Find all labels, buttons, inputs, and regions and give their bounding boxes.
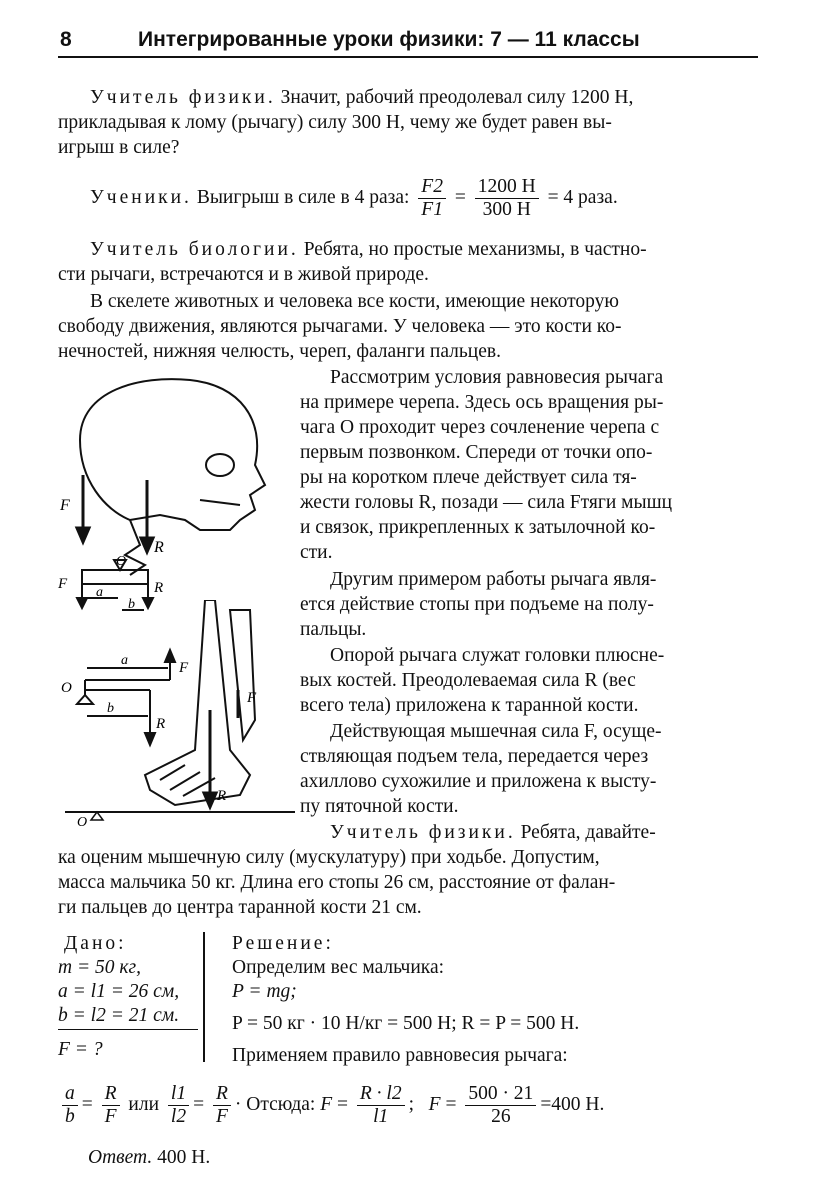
p9-line-1 xyxy=(330,821,656,846)
p9-line-3: масса мальчика 50 кг. Длина его стопы 26 см, расстояние от фалан- xyxy=(58,872,616,893)
frac-l1-l2: $\frac{l1}{l2}$ xyxy=(168,1083,189,1128)
solution-line-2: P = mg; xyxy=(232,981,297,1002)
p3-line-1 xyxy=(90,238,647,263)
p5-line-4: первым позвонком. Спереди от точки опо- xyxy=(300,442,653,463)
frac-numeric: $\frac{500 \cdot 21}{26}$ xyxy=(465,1083,536,1128)
p8-line-1: Действующая мышечная сила F, осуще- xyxy=(330,721,662,742)
given-find: F = ? xyxy=(58,1039,103,1060)
p2-speaker: Ученики. xyxy=(90,187,192,208)
solution-line-3: P = 50 кг · 10 Н/кг = 500 Н; R = P = 500 Н. xyxy=(232,1013,580,1034)
hence-word: Отсюда: xyxy=(246,1094,316,1115)
foot-label-a: a xyxy=(121,653,128,668)
p6-line-1: Другим примером работы рычага явля- xyxy=(330,569,657,590)
page-header xyxy=(58,22,758,58)
answer-value: 400 Н. xyxy=(157,1147,211,1168)
or-word: или xyxy=(128,1094,160,1115)
foot-lever-figure xyxy=(55,600,300,835)
given-title: Дано: xyxy=(64,933,127,954)
p5-line-7: и связок, прикрепленных к затылочной ко- xyxy=(300,517,656,538)
foot-label-F-right: F xyxy=(247,690,257,706)
p7-line-3: всего тела) приложена к таранной кости. xyxy=(300,695,639,716)
p7-line-2: вых костей. Преодолеваемая сила R (вес xyxy=(300,670,636,691)
equilibrium-formula: $\frac{a}{b}$ = $\frac{R}{F}$ или $\frac{l1}{l2}$ = $\frac{R}{F}$ · Отсюда: F = $\frac{R \cdot l2}{l1}$ ; F = $\frac{500 \cdot 21}{26}$ =400 Н. xyxy=(58,1080,604,1130)
skull-label-R: R xyxy=(154,539,164,556)
p2-text: Выигрыш в силе в 4 раза: xyxy=(196,187,410,208)
frac-den: F1 xyxy=(421,199,443,221)
given-line-1: m = 50 кг, xyxy=(58,957,141,978)
p6-line-3: пальцы. xyxy=(300,619,367,640)
skull-force-arrows xyxy=(77,475,153,552)
schema-label-a: a xyxy=(96,585,103,600)
foot-label-O-ground: O xyxy=(77,815,88,830)
foot-label-b: b xyxy=(107,701,114,716)
p1-line-1 xyxy=(90,86,633,111)
p8-line-3: ахиллово сухожилие и приложена к высту- xyxy=(300,771,657,792)
frac-a-b: $\frac{a}{b}$ xyxy=(62,1083,78,1128)
p5-line-2: на примере черепа. Здесь ось вращения ры- xyxy=(300,392,664,413)
skull-lever-figure xyxy=(50,370,300,620)
formula-result: =400 Н. xyxy=(540,1094,605,1115)
frac-R-F: $\frac{R}{F}$ xyxy=(102,1083,120,1128)
skull-label-O: O xyxy=(116,554,127,569)
p8-line-4: пу пяточной кости. xyxy=(300,796,459,817)
page-number: 8 xyxy=(60,28,72,51)
foot-label-R-mid: R xyxy=(156,716,166,732)
answer-line xyxy=(88,1146,210,1171)
foot-label-O-left: O xyxy=(61,680,72,696)
p4-line-2: свободу движения, являются рычагами. У человека — это кости ко- xyxy=(58,316,622,337)
solution-title: Решение: xyxy=(232,933,334,954)
schema-label-F: F xyxy=(58,576,68,592)
p9-line-2: ка оценим мышечную силу (мускулатуру) при ходьбе. Допустим, xyxy=(58,847,600,868)
p4-line-1: В скелете животных и человека все кости, имеющие некоторую xyxy=(90,291,619,312)
p4-line-3: нечностей, нижняя челюсть, череп, фаланги пальцев. xyxy=(58,341,501,362)
p9-speaker: Учитель физики. xyxy=(330,822,516,843)
p1-text: Значит, рабочий преодолевал силу 1200 Н, xyxy=(280,87,634,108)
p3-line-2: сти рычаги, встречаются и в живой природе. xyxy=(58,264,429,285)
p2-line xyxy=(90,173,618,223)
p2-result: = 4 раза. xyxy=(547,187,618,208)
running-title: Интегрированные уроки физики: 7 — 11 классы xyxy=(138,28,640,51)
p3-text: Ребята, но простые механизмы, в частно- xyxy=(303,239,647,260)
solution-line-1: Определим вес мальчика: xyxy=(232,957,445,978)
frac-R-l2-l1: $\frac{R \cdot l2}{l1}$ xyxy=(357,1083,405,1128)
skull-label-F: F xyxy=(60,497,70,514)
p1-line-3: игрыш в силе? xyxy=(58,137,180,158)
given-line-2: a = l1 = 26 см, xyxy=(58,981,180,1002)
given-line-3: b = l2 = 21 см. xyxy=(58,1004,198,1030)
p8-line-2: ствляющая подъем тела, передается через xyxy=(300,746,649,767)
p5-line-1: Рассмотрим условия равновесия рычага xyxy=(330,367,664,388)
p7-line-1: Опорой рычага служат головки плюсне- xyxy=(330,645,665,666)
p6-line-2: ется действие стопы при подъеме на полу- xyxy=(300,594,654,615)
p9-text: Ребята, давайте- xyxy=(520,822,656,843)
foot-label-F-top: F xyxy=(179,660,189,676)
frac-num: F2 xyxy=(418,176,446,199)
ground-pivot xyxy=(91,812,103,820)
answer-label: Ответ. xyxy=(88,1147,153,1168)
schema-label-R: R xyxy=(154,580,164,596)
p3-speaker: Учитель биологии. xyxy=(90,239,299,260)
p1-line-2: прикладывая к лому (рычагу) силу 300 Н, чему же будет равен вы- xyxy=(58,112,612,133)
p5-line-5: ры на коротком плече действует сила тя- xyxy=(300,467,637,488)
p9-line-4: ги пальцев до центра таранной кости 21 см. xyxy=(58,897,422,918)
equals: = xyxy=(454,187,466,208)
p5-line-6: жести головы R, позади — сила Fтяги мышц xyxy=(300,492,673,513)
p1-speaker: Учитель физики. xyxy=(90,87,276,108)
skull-illustration xyxy=(80,379,265,575)
schema-label-b: b xyxy=(128,597,135,612)
solution-line-4: Применяем правило равновесия рычага: xyxy=(232,1045,568,1066)
frac-R-F-2: $\frac{R}{F}$ xyxy=(213,1083,231,1128)
given-divider xyxy=(203,932,205,1062)
p5-line-8: сти. xyxy=(300,542,333,563)
p5-line-3: чага О проходит через сочленение черепа с xyxy=(300,417,660,438)
value-den: 300 Н xyxy=(482,199,531,221)
force-ratio-fraction xyxy=(418,176,446,221)
foot-label-R-bottom: R xyxy=(217,788,227,804)
value-num: 1200 Н xyxy=(475,176,539,199)
value-ratio-fraction xyxy=(475,176,539,221)
